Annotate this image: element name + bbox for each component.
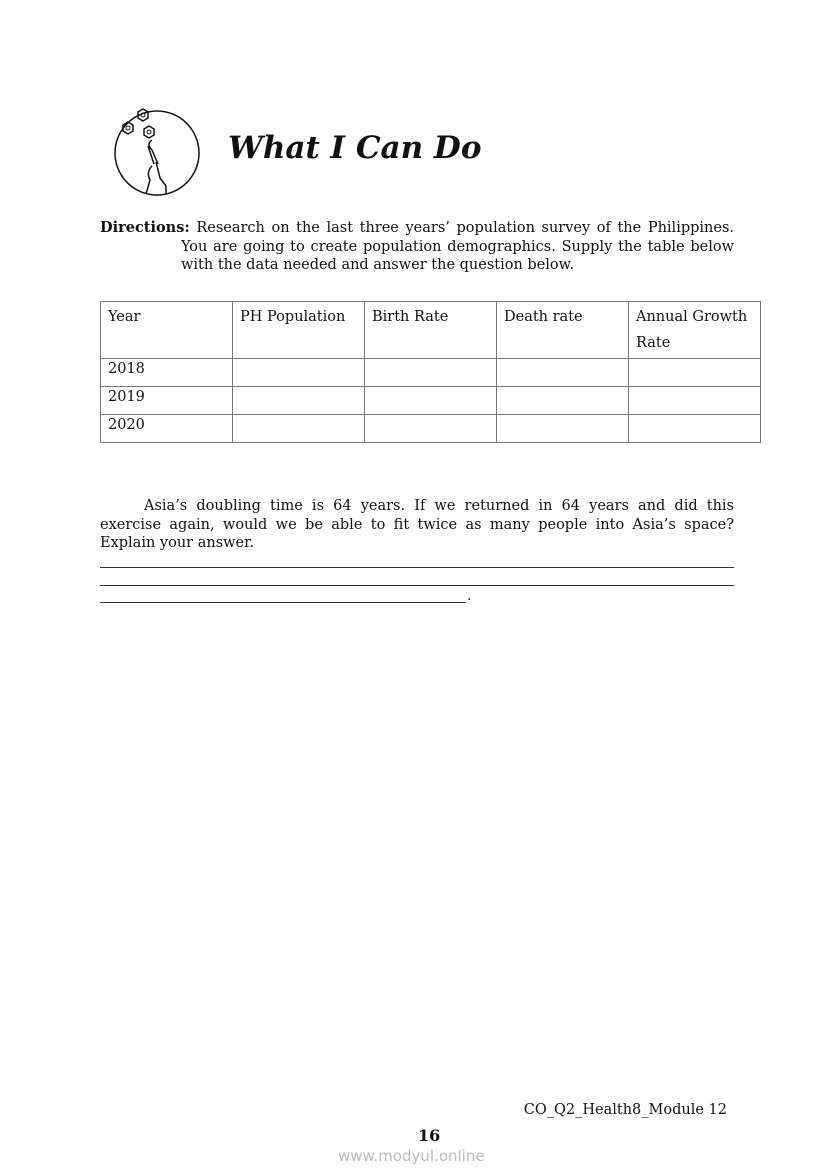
year-cell: 2019 xyxy=(101,387,233,415)
header-birth-rate: Birth Rate xyxy=(365,302,497,359)
header-annual-growth-rate: Annual Growth Rate xyxy=(629,302,761,359)
input-cell[interactable] xyxy=(497,387,629,415)
input-cell[interactable] xyxy=(497,415,629,443)
header-year: Year xyxy=(101,302,233,359)
header-ph-population: PH Population xyxy=(233,302,365,359)
module-code: CO_Q2_Health8_Module 12 xyxy=(523,1102,727,1118)
input-cell[interactable] xyxy=(629,415,761,443)
year-cell: 2018 xyxy=(101,359,233,387)
input-cell[interactable] xyxy=(365,415,497,443)
directions-line-2: You are going to create population demographics. Supply the table below xyxy=(181,238,734,255)
input-cell[interactable] xyxy=(233,359,365,387)
header-death-rate: Death rate xyxy=(497,302,629,359)
input-cell[interactable] xyxy=(233,415,365,443)
directions xyxy=(100,219,734,275)
answer-period: . xyxy=(467,588,472,604)
table-header-row xyxy=(101,302,761,359)
input-cell[interactable] xyxy=(629,387,761,415)
directions-line-1: Research on the last three years’ population survey of the Philippines. xyxy=(196,220,735,236)
input-cell[interactable] xyxy=(497,359,629,387)
section-title: What I Can Do xyxy=(228,130,482,166)
year-cell: 2020 xyxy=(101,415,233,443)
input-cell[interactable] xyxy=(629,359,761,387)
hand-with-wrench-icon xyxy=(112,106,202,196)
table-row xyxy=(101,387,761,415)
directions-label: Directions: xyxy=(100,219,190,236)
question-text xyxy=(100,497,734,553)
answer-line[interactable] xyxy=(100,602,466,603)
answer-line[interactable] xyxy=(100,585,734,586)
table-row xyxy=(101,359,761,387)
population-table xyxy=(100,301,761,443)
watermark: www.modyul.online xyxy=(338,1147,485,1165)
input-cell[interactable] xyxy=(365,387,497,415)
answer-line[interactable] xyxy=(100,567,734,568)
directions-line-3: with the data needed and answer the question below. xyxy=(181,257,574,273)
input-cell[interactable] xyxy=(365,359,497,387)
page-number: 16 xyxy=(418,1126,441,1145)
question: Asia’s doubling time is 64 years. If we returned in 64 years and did this exercise again, would we be able to fit twice as many people into Asia’s space? Explain your answer. xyxy=(100,498,734,551)
input-cell[interactable] xyxy=(233,387,365,415)
table-row xyxy=(101,415,761,443)
